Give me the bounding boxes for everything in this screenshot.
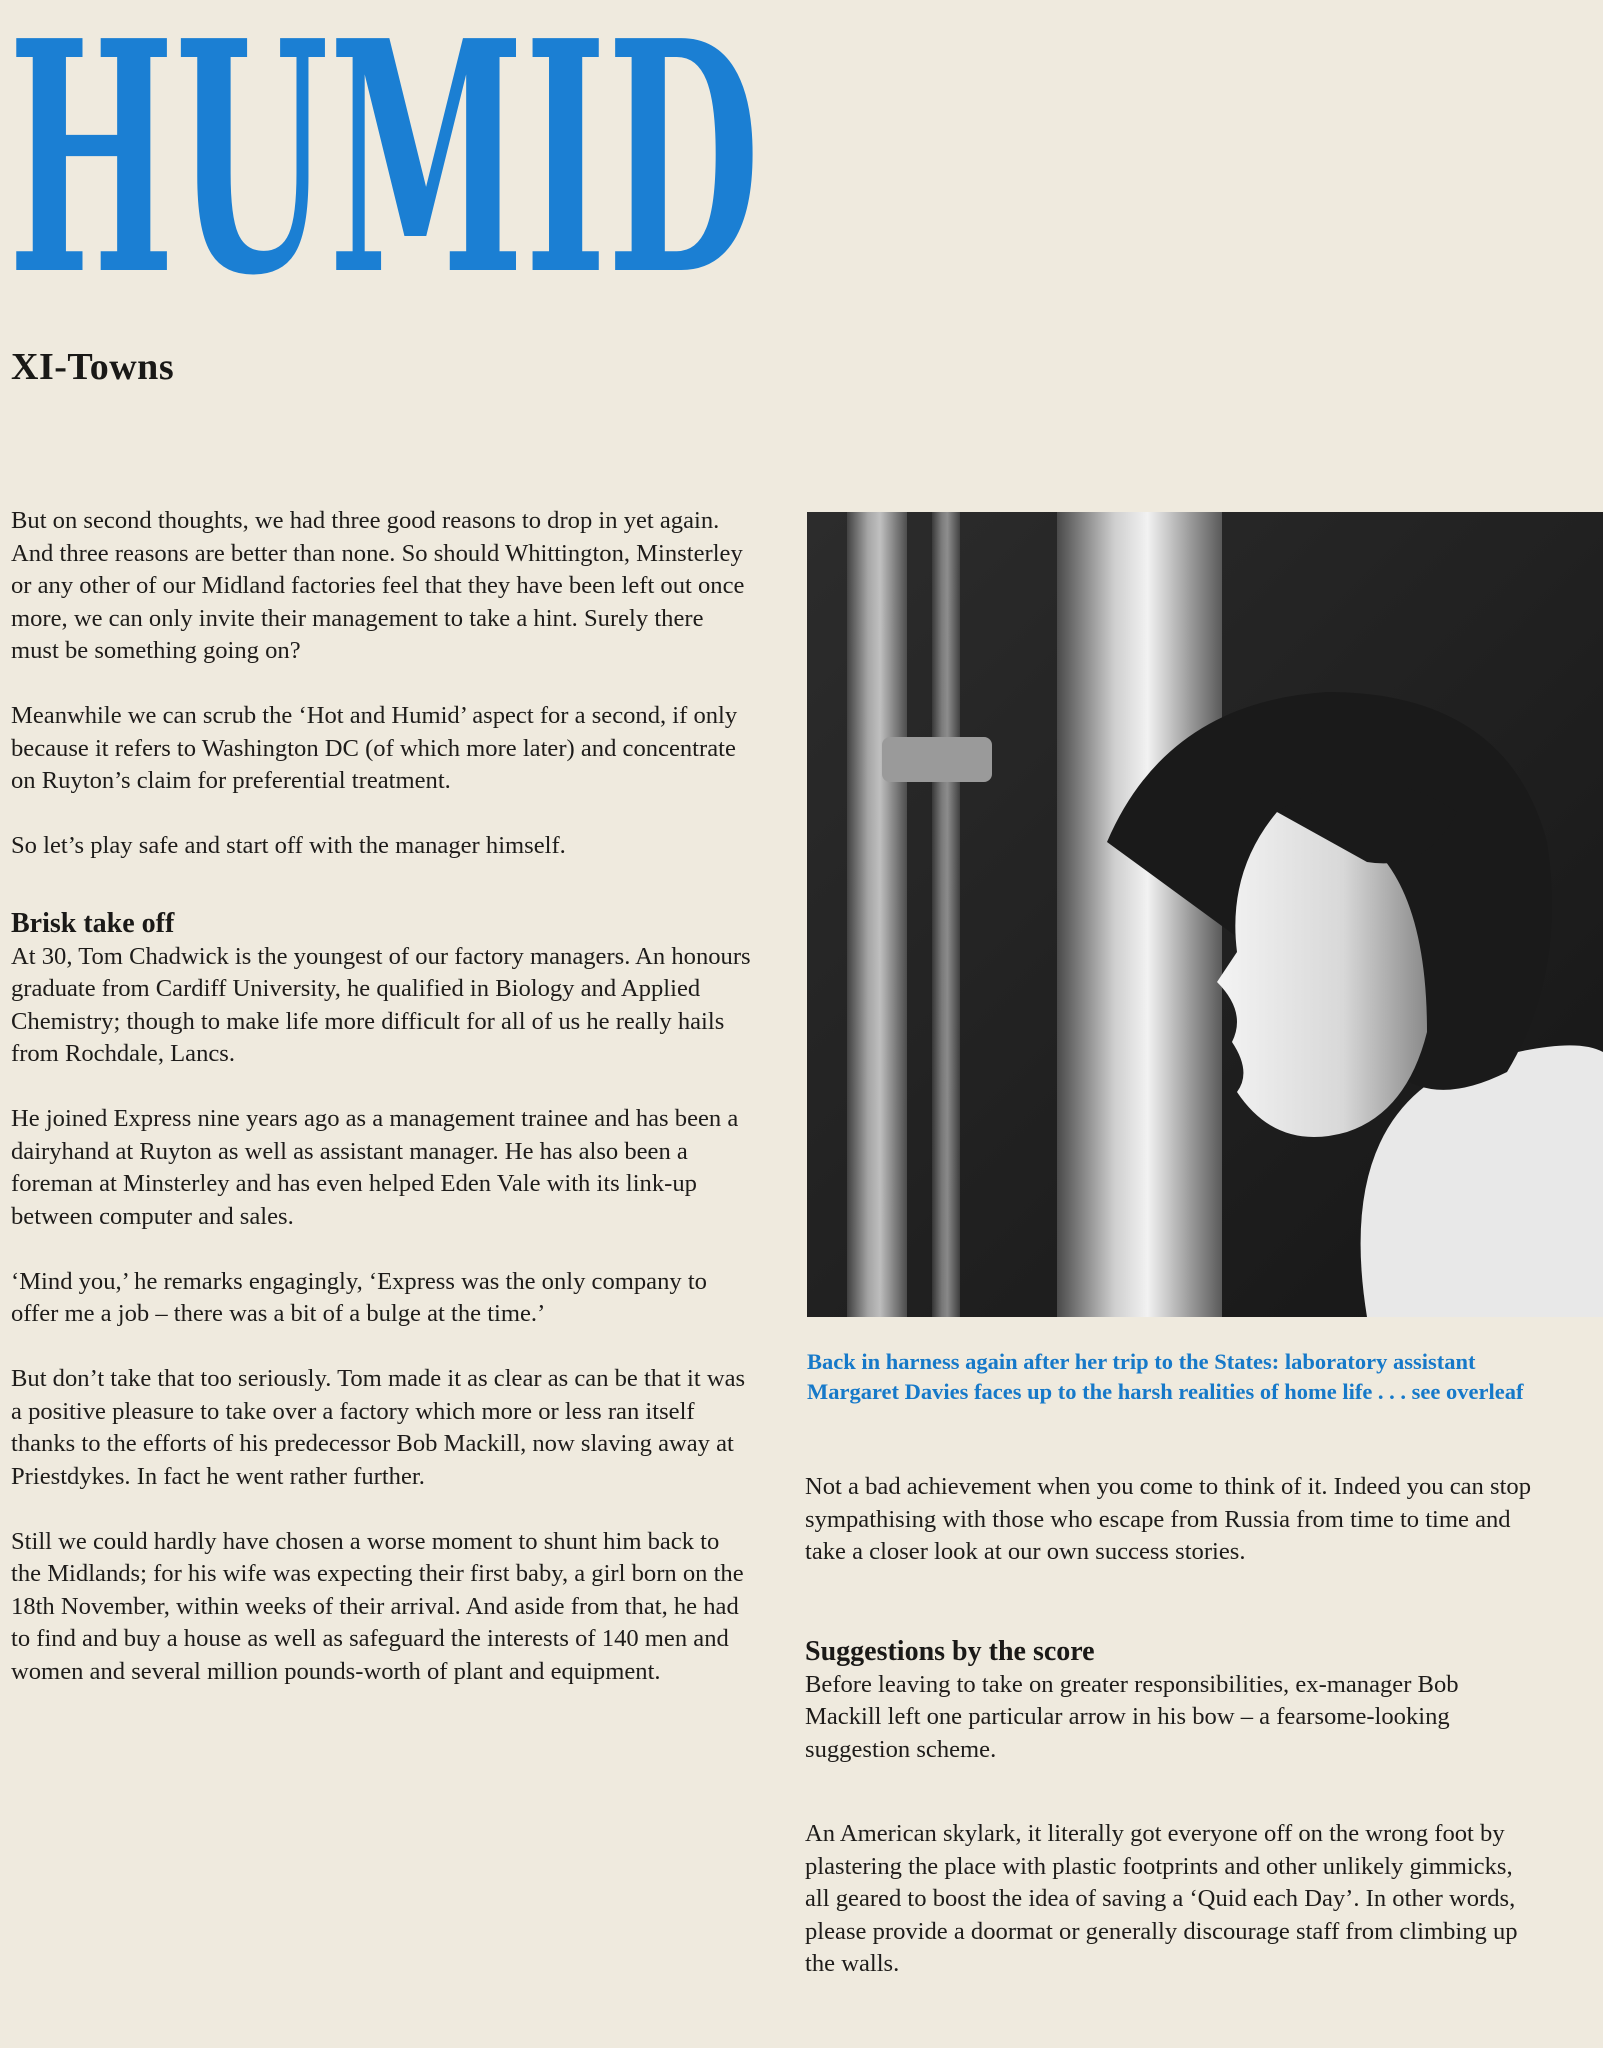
portrait-photo-illustration	[807, 512, 1603, 1317]
paragraph: So let’s play safe and start off with the manager himself.	[11, 832, 566, 859]
paragraph: But on second thoughts, we had three good reasons to drop in yet again. And three reasons are better than none. So should Whittington, Minsterley or any other of our Midland factories feel that they have been left out once more, we can only invite their management to take a hint. Surely there must be something going on?	[11, 507, 745, 664]
paragraph: ‘Mind you,’ he remarks engagingly, ‘Express was the only company to offer me a job – there was a bit of a bulge at the time.’	[11, 1267, 707, 1327]
paragraph: At 30, Tom Chadwick is the youngest of our factory managers. An honours graduate from Cardiff University, he qualified in Biology and Applied Chemistry; though to make life more difficult for all of us he really hails from Rochdale, Lancs.	[11, 942, 751, 1067]
subheading-suggestions-by-the-score: Suggestions by the score	[805, 1635, 1095, 1667]
paragraph: Before leaving to take on greater responsibilities, ex-manager Bob Mackill left one particular arrow in his bow – a fearsome-looking suggestion scheme.	[805, 1670, 1459, 1763]
masthead-graphic	[8, 0, 768, 345]
paragraph: Still we could hardly have chosen a worse moment to shunt him back to the Midlands; for his wife was expecting their first baby, a girl born on the 18th November, within weeks of their arrival. And aside from that, he had to find and buy a house as well as safeguard the interests of 140 men and women and several million pounds-worth of plant and equipment.	[11, 1527, 744, 1685]
paragraph: Not a bad achievement when you come to think of it. Indeed you can stop sympathising with those who escape from Russia from time to time and take a closer look at our own success stories.	[805, 1473, 1531, 1565]
paragraph: An American skylark, it literally got everyone off on the wrong foot by plastering the place with plastic footprints and other unlikely gimmicks, all geared to boost the idea of saving a ‘Quid each Day’. In other words, please provide a doormat or generally discourage staff from climbing up the walls.	[805, 1820, 1518, 1977]
masthead-title-text: HUMID	[8, 0, 760, 345]
right-column	[805, 1471, 1535, 1981]
left-column	[11, 505, 751, 1688]
paragraph: But don’t take that too seriously. Tom made it as clear as can be that it was a positive pleasure to take over a factory which more or less ran itself thanks to the efforts of his predecessor Bob Mackill, now slaving away at Priestdykes. In fact he went rather further.	[11, 1365, 746, 1490]
subheading-brisk-take-off: Brisk take off	[11, 907, 175, 939]
photo-caption: Back in harness again after her trip to the States: laboratory assistant Margaret Davies faces up to the harsh realities of home life . . . see overleaf	[807, 1349, 1524, 1404]
paragraph: He joined Express nine years ago as a management trainee and has been a dairyhand at Ruyton as well as assistant manager. He has also been a foreman at Minsterley and has even helped Eden Vale with its link-up between computer and sales.	[11, 1105, 739, 1230]
paragraph: Meanwhile we can scrub the ‘Hot and Humid’ aspect for a second, if only because it refers to Washington DC (of which more later) and concentrate on Ruyton’s claim for preferential treatment.	[11, 702, 738, 794]
section-title: XI-Towns	[11, 346, 175, 388]
portrait-photo	[807, 512, 1603, 1317]
masthead-title	[8, 0, 768, 345]
